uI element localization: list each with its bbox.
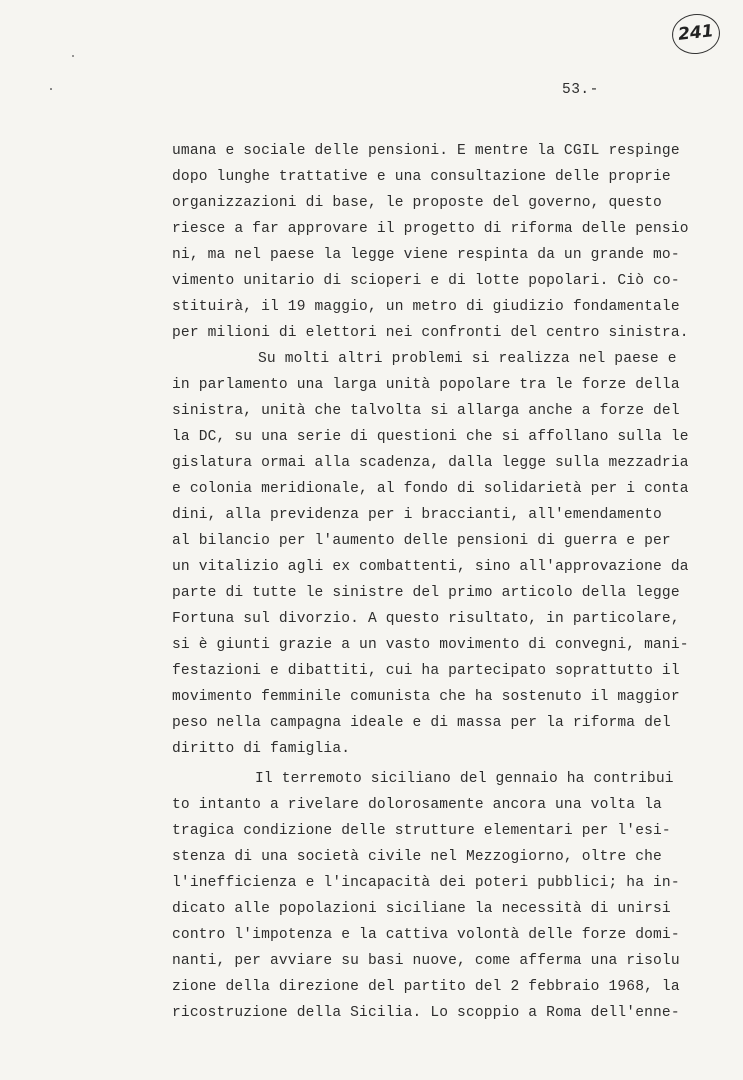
text-line: parte di tutte le sinistre del primo articolo della legge [172, 585, 680, 601]
text-line: dini, alla previdenza per i braccianti, all'emendamento [172, 507, 662, 523]
text-line: e colonia meridionale, al fondo di solidarietà per i conta [172, 481, 689, 497]
paper-speck [50, 88, 52, 90]
text-line: in parlamento una larga unità popolare tra le forze della [172, 377, 680, 393]
text-line: ni, ma nel paese la legge viene respinta da un grande mo- [172, 247, 680, 263]
text-line: to intanto a rivelare dolorosamente ancora una volta la [172, 797, 662, 813]
page-number: 53.- [562, 82, 599, 98]
text-line: dicato alle popolazioni siciliane la necessità di unirsi [172, 901, 671, 917]
text-line: contro l'impotenza e la cattiva volontà delle forze domi- [172, 927, 680, 943]
text-line: diritto di famiglia. [172, 741, 351, 757]
text-line: movimento femminile comunista che ha sostenuto il maggior [172, 689, 680, 705]
text-line: stenza di una società civile nel Mezzogiorno, oltre che [172, 849, 662, 865]
text-line: nanti, per avviare su basi nuove, come afferma una risolu [172, 953, 680, 969]
text-line: l'inefficienza e l'incapacità dei poteri pubblici; ha in- [172, 875, 680, 891]
text-line: dopo lunghe trattative e una consultazione delle proprie [172, 169, 671, 185]
text-line: Il terremoto siciliano del gennaio ha contribui [255, 771, 674, 787]
text-line: Su molti altri problemi si realizza nel paese e [258, 351, 677, 367]
text-line: peso nella campagna ideale e di massa per la riforma del [172, 715, 671, 731]
text-line: al bilancio per l'aumento delle pensioni di guerra e per [172, 533, 671, 549]
text-line: la DC, su una serie di questioni che si affollano sulla le [172, 429, 689, 445]
text-line: festazioni e dibattiti, cui ha partecipato soprattutto il [172, 663, 680, 679]
text-line: per milioni di elettori nei confronti del centro sinistra. [172, 325, 689, 341]
text-line: gislatura ormai alla scadenza, dalla legge sulla mezzadria [172, 455, 689, 471]
text-line: stituirà, il 19 maggio, un metro di giudizio fondamentale [172, 299, 680, 315]
text-line: zione della direzione del partito del 2 febbraio 1968, la [172, 979, 680, 995]
text-line: umana e sociale delle pensioni. E mentre la CGIL respinge [172, 143, 680, 159]
text-line: ricostruzione della Sicilia. Lo scoppio a Roma dell'enne- [172, 1005, 680, 1021]
text-line: riesce a far approvare il progetto di riforma delle pensio [172, 221, 689, 237]
text-line: si è giunti grazie a un vasto movimento di convegni, mani- [172, 637, 689, 653]
text-line: tragica condizione delle strutture elementari per l'esi- [172, 823, 671, 839]
text-line: organizzazioni di base, le proposte del governo, questo [172, 195, 662, 211]
text-line: vimento unitario di scioperi e di lotte popolari. Ciò co- [172, 273, 680, 289]
text-line: Fortuna sul divorzio. A questo risultato, in particolare, [172, 611, 680, 627]
text-line: sinistra, unità che talvolta si allarga anche a forze del [172, 403, 680, 419]
archive-stamp: 241 [670, 12, 722, 57]
paper-speck [72, 55, 74, 57]
text-line: un vitalizio agli ex combattenti, sino all'approvazione da [172, 559, 689, 575]
